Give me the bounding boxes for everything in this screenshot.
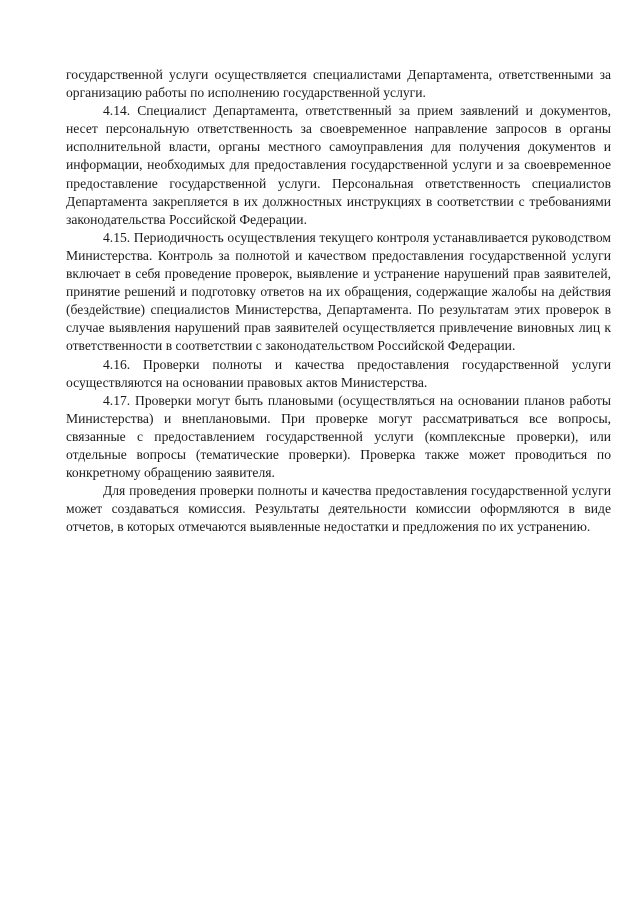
- paragraph-4-15: 4.15. Периодичность осуществления текущего контроля устанавливается руководством Министерства. Контроль за полнотой и качеством предоставления государственной услуги включает в себя проведение проверок, выявление и устранение нарушений прав заявителей, принятие решений и подготовку ответов на их обращения, содержащие жалобы на действия (бездействие) специалистов Министерства, Департамента. По результатам этих проверок в случае выявления нарушений прав заявителей осуществляется привлечение виновных лиц к ответственности в соответствии с законодательством Российской Федерации.: [66, 229, 611, 354]
- document-body: [66, 66, 611, 536]
- paragraph-4-14: 4.14. Специалист Департамента, ответственный за прием заявлений и документов, несет персональную ответственность за своевременное направление запросов в органы исполнительной власти, органы местного самоуправления для получения документов и информации, необходимых для предоставления государственной услуги и за своевременное предоставление государственной услуги. Персональная ответственность специалистов Департамента закрепляется в их должностных инструкциях в соответствии с требованиями законодательства Российской Федерации.: [66, 103, 611, 227]
- paragraph-continuation: государственной услуги осуществляется специалистами Департамента, ответственными за организацию работы по исполнению государственной услуги.: [66, 67, 611, 101]
- paragraph-4-16: 4.16. Проверки полноты и качества предоставления государственной услуги осуществляются на основании правовых актов Министерства.: [66, 356, 611, 390]
- paragraph-commission: Для проведения проверки полноты и качества предоставления государственной услуги может создаваться комиссия. Результаты деятельности комиссии оформляются в виде отчетов, в которых отмечаются выявленные недостатки и предложения по их устранению.: [66, 483, 611, 535]
- paragraph-4-17: 4.17. Проверки могут быть плановыми (осуществляться на основании планов работы Министерства) и внеплановыми. При проверке могут рассматриваться все вопросы, связанные с предоставлением государственной услуги (комплексные проверки), или отдельные вопросы (тематические проверки). Проверка также может проводиться по конкретному обращению заявителя.: [66, 392, 611, 481]
